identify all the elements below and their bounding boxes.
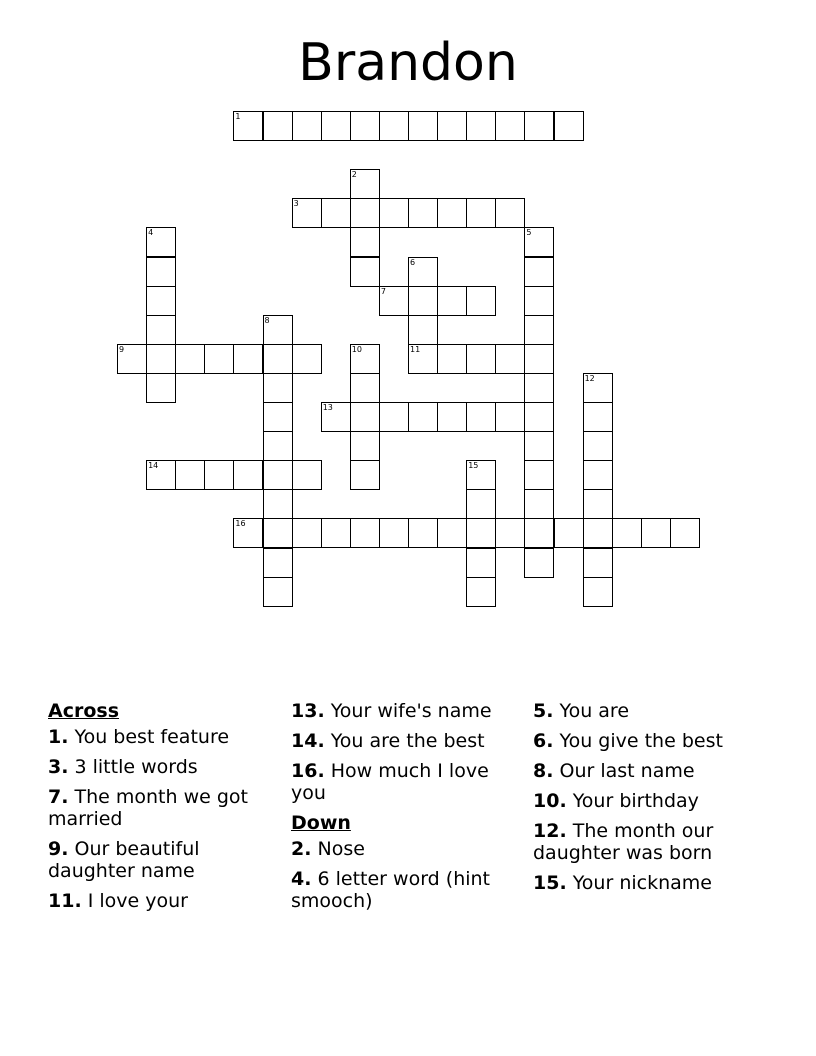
grid-cell[interactable] — [524, 460, 554, 490]
cell-number: 16 — [235, 519, 246, 529]
grid-cell[interactable] — [263, 344, 293, 374]
grid-cell[interactable] — [583, 373, 613, 403]
clue-number: 9. — [48, 838, 69, 860]
clue-column-3 — [533, 700, 763, 902]
grid-cell[interactable] — [263, 402, 293, 432]
grid-cell[interactable] — [524, 548, 554, 578]
grid-cell[interactable] — [379, 286, 409, 316]
grid-cell[interactable] — [466, 577, 496, 607]
clue-column-2 — [291, 700, 521, 920]
clue-number: 8. — [533, 760, 554, 782]
grid-cell[interactable] — [524, 111, 554, 141]
grid-cell[interactable] — [350, 373, 380, 403]
down-heading: Down — [291, 812, 351, 834]
cell-number: 8 — [264, 315, 270, 325]
grid-cell[interactable] — [437, 198, 467, 228]
clue-text: You best feature — [74, 726, 230, 748]
clue-across-1 — [48, 726, 278, 748]
grid-cell[interactable] — [524, 227, 554, 257]
puzzle-title: Brandon — [298, 33, 518, 93]
clue-number: 2. — [291, 838, 312, 860]
grid-cell[interactable] — [146, 315, 176, 345]
grid-cell[interactable] — [175, 460, 205, 490]
grid-cell[interactable] — [524, 286, 554, 316]
grid-cell[interactable] — [233, 111, 263, 141]
grid-cell[interactable] — [175, 344, 205, 374]
grid-cell[interactable] — [321, 518, 351, 548]
grid-cell[interactable] — [321, 198, 351, 228]
grid-cell[interactable] — [524, 489, 554, 519]
grid-cell[interactable] — [437, 286, 467, 316]
grid-cell[interactable] — [524, 373, 554, 403]
cell-number: 14 — [148, 461, 159, 471]
grid-cell[interactable] — [466, 198, 496, 228]
clue-down-2 — [291, 838, 521, 860]
grid-cell[interactable] — [379, 402, 409, 432]
grid-cell[interactable] — [292, 198, 322, 228]
grid-cell[interactable] — [437, 111, 467, 141]
clue-text: I love your — [87, 890, 188, 912]
cell-number: 11 — [410, 344, 421, 354]
clue-text: How much I love you — [291, 760, 489, 804]
grid-cell[interactable] — [583, 431, 613, 461]
grid-cell[interactable] — [233, 460, 263, 490]
clue-number: 13. — [291, 700, 325, 722]
grid-cell[interactable] — [524, 402, 554, 432]
grid-cell[interactable] — [583, 548, 613, 578]
clue-text: Nose — [317, 838, 365, 860]
clue-down-12 — [533, 820, 763, 864]
grid-cell[interactable] — [263, 518, 293, 548]
grid-cell[interactable] — [583, 460, 613, 490]
grid-cell[interactable] — [146, 373, 176, 403]
grid-cell[interactable] — [350, 344, 380, 374]
grid-cell[interactable] — [583, 518, 613, 548]
grid-cell[interactable] — [292, 111, 322, 141]
cell-number: 13 — [322, 403, 333, 412]
grid-cell[interactable] — [321, 402, 351, 432]
grid-cell[interactable] — [437, 402, 467, 432]
grid-cell[interactable] — [408, 402, 438, 432]
clue-text: Our beautiful daughter name — [48, 838, 200, 882]
grid-cell[interactable] — [466, 402, 496, 432]
clue-list — [48, 700, 788, 960]
grid-cell[interactable] — [408, 257, 438, 287]
clue-across-13 — [291, 700, 521, 722]
grid-cell[interactable] — [263, 431, 293, 461]
grid-cell[interactable] — [583, 489, 613, 519]
grid-cell[interactable] — [437, 344, 467, 374]
grid-cell[interactable] — [554, 111, 584, 141]
grid-cell[interactable] — [670, 518, 700, 548]
grid-cell[interactable] — [146, 460, 176, 490]
cell-number: 4 — [148, 228, 154, 238]
grid-cell[interactable] — [641, 518, 671, 548]
cell-number: 1 — [235, 112, 241, 121]
cell-number: 12 — [584, 373, 595, 383]
clue-number: 12. — [533, 820, 567, 842]
clue-text: Your wife's name — [330, 700, 492, 722]
clue-text: Your nickname — [572, 872, 712, 894]
grid-cell[interactable] — [379, 111, 409, 141]
grid-cell[interactable] — [524, 344, 554, 374]
grid-cell[interactable] — [204, 344, 234, 374]
grid-cell[interactable] — [350, 257, 380, 287]
grid-cell[interactable] — [466, 111, 496, 141]
clue-number: 14. — [291, 730, 325, 752]
grid-cell[interactable] — [495, 198, 525, 228]
grid-cell[interactable] — [350, 460, 380, 490]
grid-cell[interactable] — [408, 518, 438, 548]
grid-cell[interactable] — [350, 198, 380, 228]
clue-down-6 — [533, 730, 763, 752]
across-heading: Across — [48, 700, 120, 722]
grid-cell[interactable] — [524, 315, 554, 345]
grid-cell[interactable] — [612, 518, 642, 548]
grid-cell[interactable] — [466, 518, 496, 548]
grid-cell[interactable] — [466, 344, 496, 374]
clue-across-3 — [48, 756, 278, 778]
clue-text: You are the best — [330, 730, 485, 752]
grid-cell[interactable] — [495, 402, 525, 432]
grid-cell[interactable] — [350, 402, 380, 432]
grid-cell[interactable] — [263, 315, 293, 345]
clue-text: Our last name — [559, 760, 695, 782]
grid-cell[interactable] — [379, 198, 409, 228]
cell-number: 5 — [526, 228, 532, 238]
grid-cell[interactable] — [146, 286, 176, 316]
cell-number: 9 — [119, 344, 125, 354]
cell-number: 7 — [380, 286, 386, 296]
grid-cell[interactable] — [321, 111, 351, 141]
clue-text: Your birthday — [572, 790, 699, 812]
grid-cell[interactable] — [233, 344, 263, 374]
grid-cell[interactable] — [204, 460, 234, 490]
grid-cell[interactable] — [466, 460, 496, 490]
grid-cell[interactable] — [466, 286, 496, 316]
grid-cell[interactable] — [408, 344, 438, 374]
grid-cell[interactable] — [495, 344, 525, 374]
clue-number: 4. — [291, 868, 312, 890]
cell-number: 15 — [468, 461, 479, 471]
grid-cell[interactable] — [408, 286, 438, 316]
clue-across-9 — [48, 838, 278, 882]
clue-text: You are — [559, 700, 630, 722]
grid-cell[interactable] — [263, 577, 293, 607]
clue-text: 6 letter word (hint smooch) — [291, 868, 491, 912]
grid-cell[interactable] — [495, 111, 525, 141]
clue-number: 7. — [48, 786, 69, 808]
grid-cell[interactable] — [583, 577, 613, 607]
clue-number: 3. — [48, 756, 69, 778]
clue-across-14 — [291, 730, 521, 752]
clue-number: 16. — [291, 760, 325, 782]
clue-across-16 — [291, 760, 521, 804]
grid-cell[interactable] — [350, 227, 380, 257]
grid-cell[interactable] — [524, 257, 554, 287]
grid-cell[interactable] — [408, 198, 438, 228]
grid-cell[interactable] — [350, 518, 380, 548]
cell-number: 2 — [351, 170, 357, 180]
clue-across-7 — [48, 786, 278, 830]
grid-cell[interactable] — [379, 518, 409, 548]
grid-cell[interactable] — [292, 344, 322, 374]
grid-cell[interactable] — [263, 373, 293, 403]
grid-cell[interactable] — [350, 111, 380, 141]
grid-cell[interactable] — [146, 257, 176, 287]
grid-cell[interactable] — [146, 227, 176, 257]
grid-cell[interactable] — [263, 111, 293, 141]
clue-across-11 — [48, 890, 278, 912]
clue-text: The month we got married — [48, 786, 248, 830]
clue-down-10 — [533, 790, 763, 812]
clue-number: 15. — [533, 872, 567, 894]
grid-cell[interactable] — [350, 431, 380, 461]
clue-down-8 — [533, 760, 763, 782]
clue-down-15 — [533, 872, 763, 894]
grid-cell[interactable] — [495, 518, 525, 548]
clue-text: You give the best — [559, 730, 723, 752]
grid-cell[interactable] — [263, 548, 293, 578]
clue-number: 1. — [48, 726, 69, 748]
clue-number: 10. — [533, 790, 567, 812]
grid-cell[interactable] — [408, 111, 438, 141]
grid-cell[interactable] — [524, 431, 554, 461]
cell-number: 3 — [293, 199, 299, 209]
grid-cell[interactable] — [583, 402, 613, 432]
grid-cell[interactable] — [117, 344, 147, 374]
grid-cell[interactable] — [466, 489, 496, 519]
clue-number: 6. — [533, 730, 554, 752]
grid-cell[interactable] — [233, 518, 263, 548]
clue-column-1 — [48, 700, 278, 920]
grid-cell[interactable] — [350, 169, 380, 199]
grid-cell[interactable] — [437, 518, 467, 548]
cell-number: 6 — [410, 257, 416, 267]
grid-cell[interactable] — [292, 518, 322, 548]
clue-text: The month our daughter was born — [533, 820, 714, 864]
clue-down-5 — [533, 700, 763, 722]
clue-down-4 — [291, 868, 521, 912]
cell-number: 10 — [351, 344, 362, 354]
grid-cell[interactable] — [554, 518, 584, 548]
grid-cell[interactable] — [292, 460, 322, 490]
clue-number: 11. — [48, 890, 82, 912]
grid-cell[interactable] — [408, 315, 438, 345]
clue-number: 5. — [533, 700, 554, 722]
grid-cell[interactable] — [263, 489, 293, 519]
clue-text: 3 little words — [74, 756, 198, 778]
grid-cell[interactable] — [524, 518, 554, 548]
grid-cell[interactable] — [146, 344, 176, 374]
grid-cell[interactable] — [263, 460, 293, 490]
grid-cell[interactable] — [466, 548, 496, 578]
